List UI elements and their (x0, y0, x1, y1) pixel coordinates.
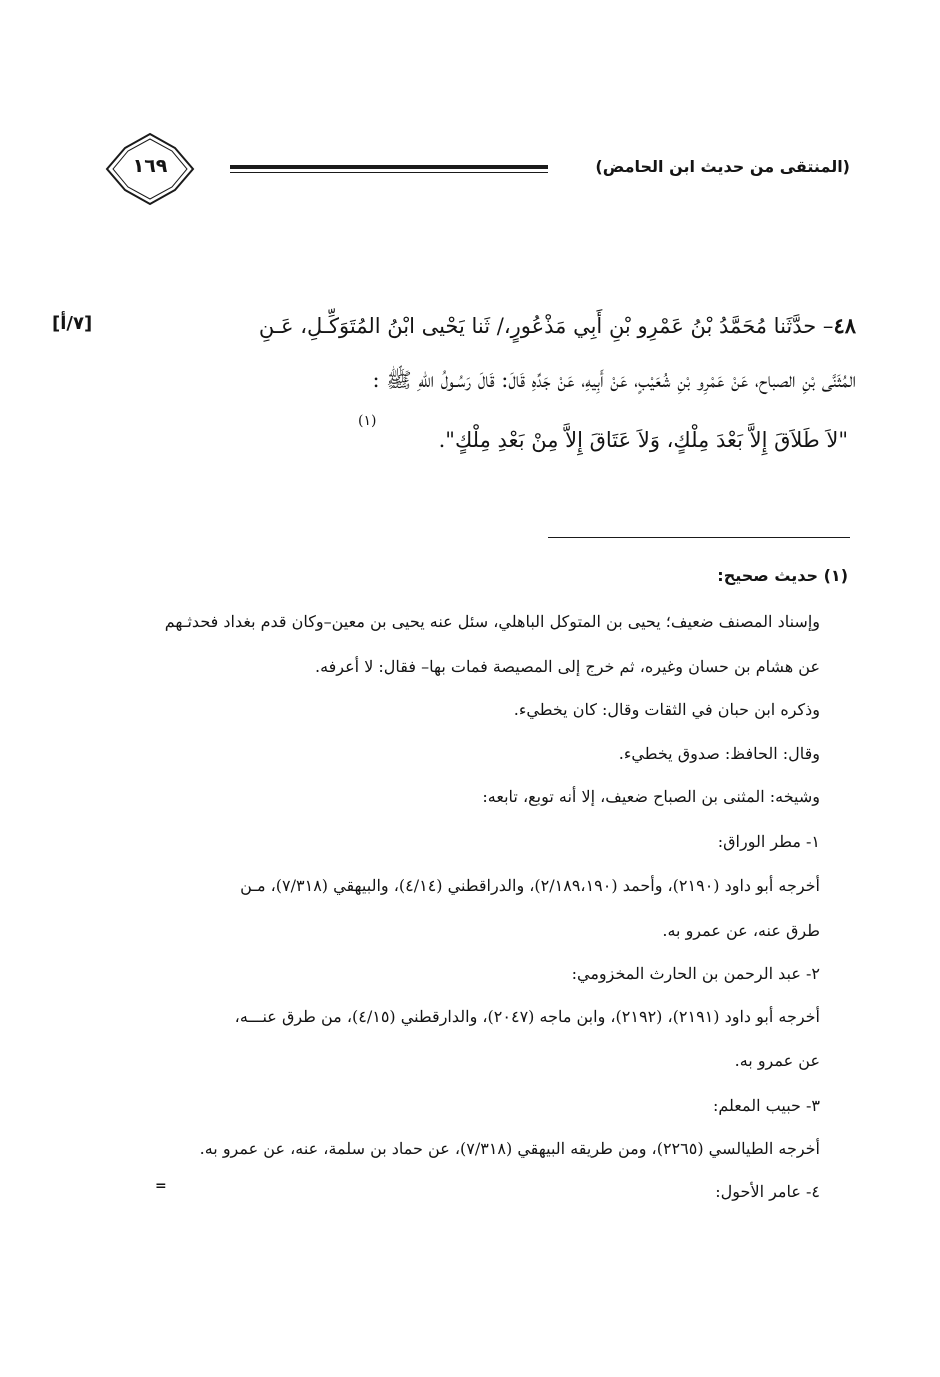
footnote-line: أخرجه الطيالسي (٢٢٦٥)، ومن طريقه البيهقي (٧/٣١٨)، عن حماد بن سلمة، عنه، عن عمرو به. (199, 1139, 820, 1158)
footnote-separator (548, 537, 850, 538)
hadith-line-1 (102, 313, 856, 338)
continuation-mark: = (155, 1178, 167, 1194)
footnote-line: أخرجه أبو داود (٢١٩٠)، وأحمد (٢/١٨٩،١٩٠)، والدراقطني (٤/١٤)، والبيهقي (٧/٣١٨)، مـن (240, 876, 820, 895)
footnote-line: وإسناد المصنف ضعيف؛ يحيى بن المتوكل الباهلي، سئل عنه يحيى بن معين–وكان قدم بغداد فحدثـهم (164, 612, 820, 631)
header-rule-thick (230, 165, 548, 169)
page-number-badge (103, 130, 197, 208)
footnote-line: وشيخه: المثنى بن الصباح ضعيف، إلا أنه توبع، تابعه: (482, 787, 820, 806)
footnote-line: أخرجه أبو داود (٢١٩١)، (٢١٩٢)، وابن ماجه (٢٠٤٧)، والدارقطني (٤/١٥)، من طرق عنـــه، (234, 1007, 820, 1026)
footnote-line: عن هشام بن حسان وغيره، ثم خرج إلى المصيصة فمات بها– فقال: لا أعرفه. (314, 657, 820, 676)
footnote-line: ١- مطر الوراق: (717, 832, 820, 851)
footnote-line: ٤- عامر الأحول: (715, 1182, 820, 1201)
footnote-line: ٢- عبد الرحمن بن الحارث المخزومي: (571, 964, 820, 983)
hadith-text-1: – حدَّثَنا مُحَمَّدُ بْنُ عَمْرِو بْنِ أَبِي مَذْعُورٍ،/ ثَنا يَحْيى ابْنُ المُتَوَكِّـلِ، عَـنِ (258, 314, 834, 338)
footnote-heading: (١) حديث صحيح: (717, 566, 848, 585)
header-title: (المنتقى من حديث ابن الحامض) (595, 157, 850, 176)
hadith-line-2: المُثَنَّى بْنِ الصباح، عَنْ عَمْرِو بْنِ شُعَيْبٍ، عَنْ أَبِيهِ، عَنْ جَدِّهِ قَالَ: قَالَ رَسُـولُ اللهِ ﷺ : (372, 368, 856, 392)
footnote-marker: (١) (358, 413, 377, 429)
hadith-number: ٤٨ (833, 313, 856, 338)
footnote-line: ٣- حبيب المعلم: (712, 1096, 820, 1115)
header-rule-thin (230, 172, 548, 173)
footnote-line: طرق عنه، عن عمرو به. (662, 921, 820, 940)
footnote-line: وذكره ابن حبان في الثقات وقال: كان يخطيء. (513, 700, 820, 719)
hadith-line-3: "لاَ طَلاَقَ إِلاَّ بَعْدَ مِلْكٍ، وَلاَ عَتَاقَ إِلاَّ مِنْ بَعْدِ مِلْكٍ". (438, 428, 848, 452)
folio-reference: [٧/أ] (52, 313, 93, 334)
footnote-line: عن عمرو به. (734, 1051, 820, 1070)
page-number: ١٦٩ (132, 155, 168, 177)
footnote-line: وقال: الحافظ: صدوق يخطيء. (618, 744, 820, 763)
